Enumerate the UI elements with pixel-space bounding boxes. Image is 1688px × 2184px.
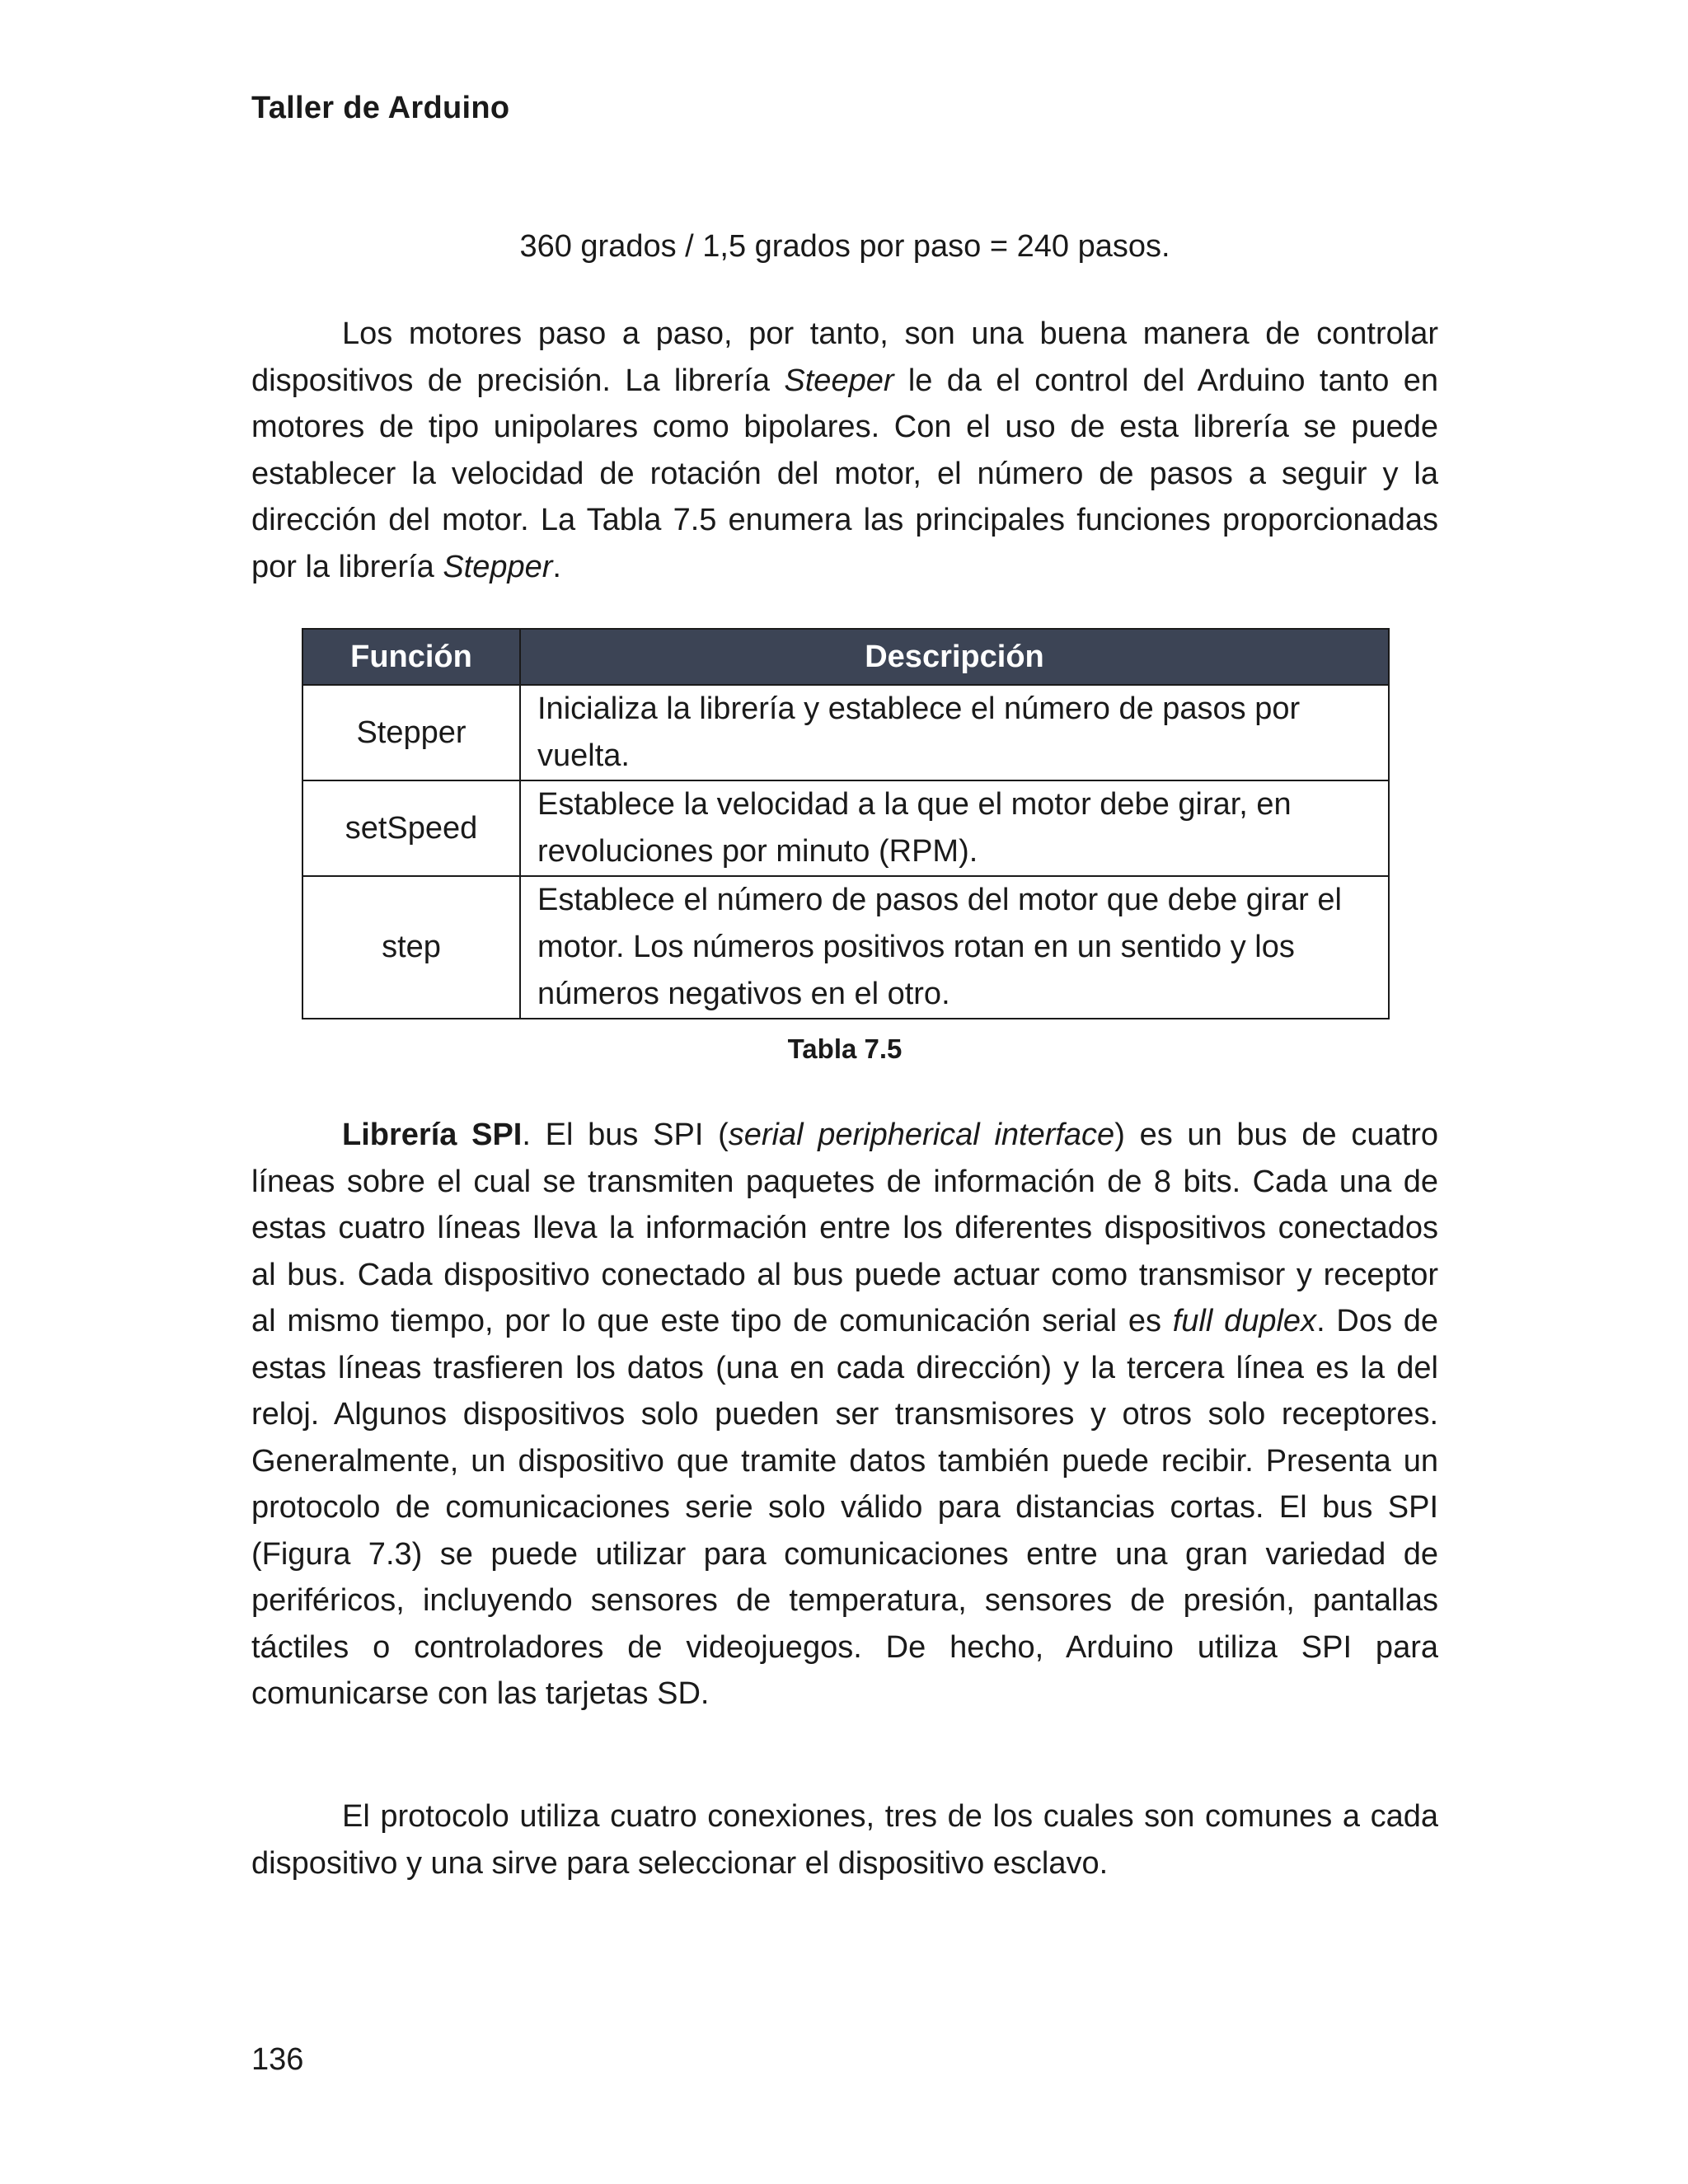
page-number: 136	[251, 2042, 304, 2077]
paragraph-spi-protocol	[251, 1793, 1438, 1886]
table-header-row	[302, 629, 1389, 685]
table-row	[302, 780, 1389, 876]
table-cell-function: setSpeed	[302, 780, 520, 876]
para2-text-2: ) es un bus de cuatro líneas sobre el cual se transmiten paquetes de información de 8 bits. Cada una de estas cuatro líneas lleva la información entre los diferentes dispositivos conectados al bus. Cada dispositivo conectado al bus puede actuar como transmisor y receptor al mismo tiempo, por lo que este tipo de comunicación serial es	[251, 1118, 1439, 1338]
para2-text-3: . Dos de estas líneas trasfieren los datos (una en cada dirección) y la tercera línea es la del reloj. Algunos dispositivos solo pueden ser transmisores y otros solo receptores. Generalmente, un dispositivo que tramite datos también puede recibir. Presenta un protocolo de comunicaciones serie solo válido para distancias cortas. El bus SPI (Figura 7.3) se puede utilizar para comunicaciones entre una gran variedad de periféricos, incluyendo sensores de temperatura, sensores de presión, pantallas táctiles o controladores de videojuegos. De hecho, Arduino utiliza SPI para comunicarse con las tarjetas SD.	[251, 1304, 1438, 1711]
para1-italic-steeper: Steeper	[784, 363, 894, 398]
table-caption: Tabla 7.5	[787, 1033, 903, 1064]
paragraph-spi-library	[251, 1112, 1438, 1718]
para2-text-1: . El bus SPI (	[522, 1118, 729, 1152]
running-header: Taller de Arduino	[251, 91, 510, 125]
para2-bold-heading: Librería SPI	[342, 1118, 523, 1152]
table-cell-description: Establece el número de pasos del motor que debe girar el motor. Los números positivos rotan en un sentido y los números negativos en el otro.	[520, 876, 1389, 1019]
paragraph-stepper-intro	[251, 311, 1438, 590]
para1-text-2: le da el control del Arduino tanto en motores de tipo unipolares como bipolares. Con el uso de esta librería se puede establecer la velocidad de rotación del motor, el número de pasos a seguir y la dirección del motor. La Tabla 7.5 enumera las principales funciones proporcionadas por la librería	[251, 363, 1439, 584]
table-header-function: Función	[302, 629, 520, 685]
stepper-functions-table	[302, 628, 1390, 1019]
table-cell-function: step	[302, 876, 520, 1019]
table-cell-function: Stepper	[302, 685, 520, 780]
table-cell-description: Inicializa la librería y establece el número de pasos por vuelta.	[520, 685, 1389, 780]
table-row	[302, 685, 1389, 780]
para2-italic-full-duplex: full duplex	[1172, 1304, 1317, 1338]
para3-text: El protocolo utiliza cuatro conexiones, tres de los cuales son comunes a cada dispositivo y una sirve para seleccionar el dispositivo esclavo.	[251, 1799, 1438, 1881]
table-header-description: Descripción	[520, 629, 1389, 685]
formula-line: 360 grados / 1,5 grados por paso = 240 pasos.	[519, 229, 1170, 264]
table-cell-description: Establece la velocidad a la que el motor debe girar, en revoluciones por minuto (RPM).	[520, 780, 1389, 876]
table-row	[302, 876, 1389, 1019]
para1-italic-stepper: Stepper	[443, 549, 553, 584]
para1-text-1: Los motores paso a paso, por tanto, son una buena manera de controlar dispositivos de precisión. La librería	[251, 316, 1438, 398]
para2-italic-spi-expansion: serial peripherical interface	[728, 1118, 1115, 1152]
para1-text-3: .	[552, 549, 561, 584]
